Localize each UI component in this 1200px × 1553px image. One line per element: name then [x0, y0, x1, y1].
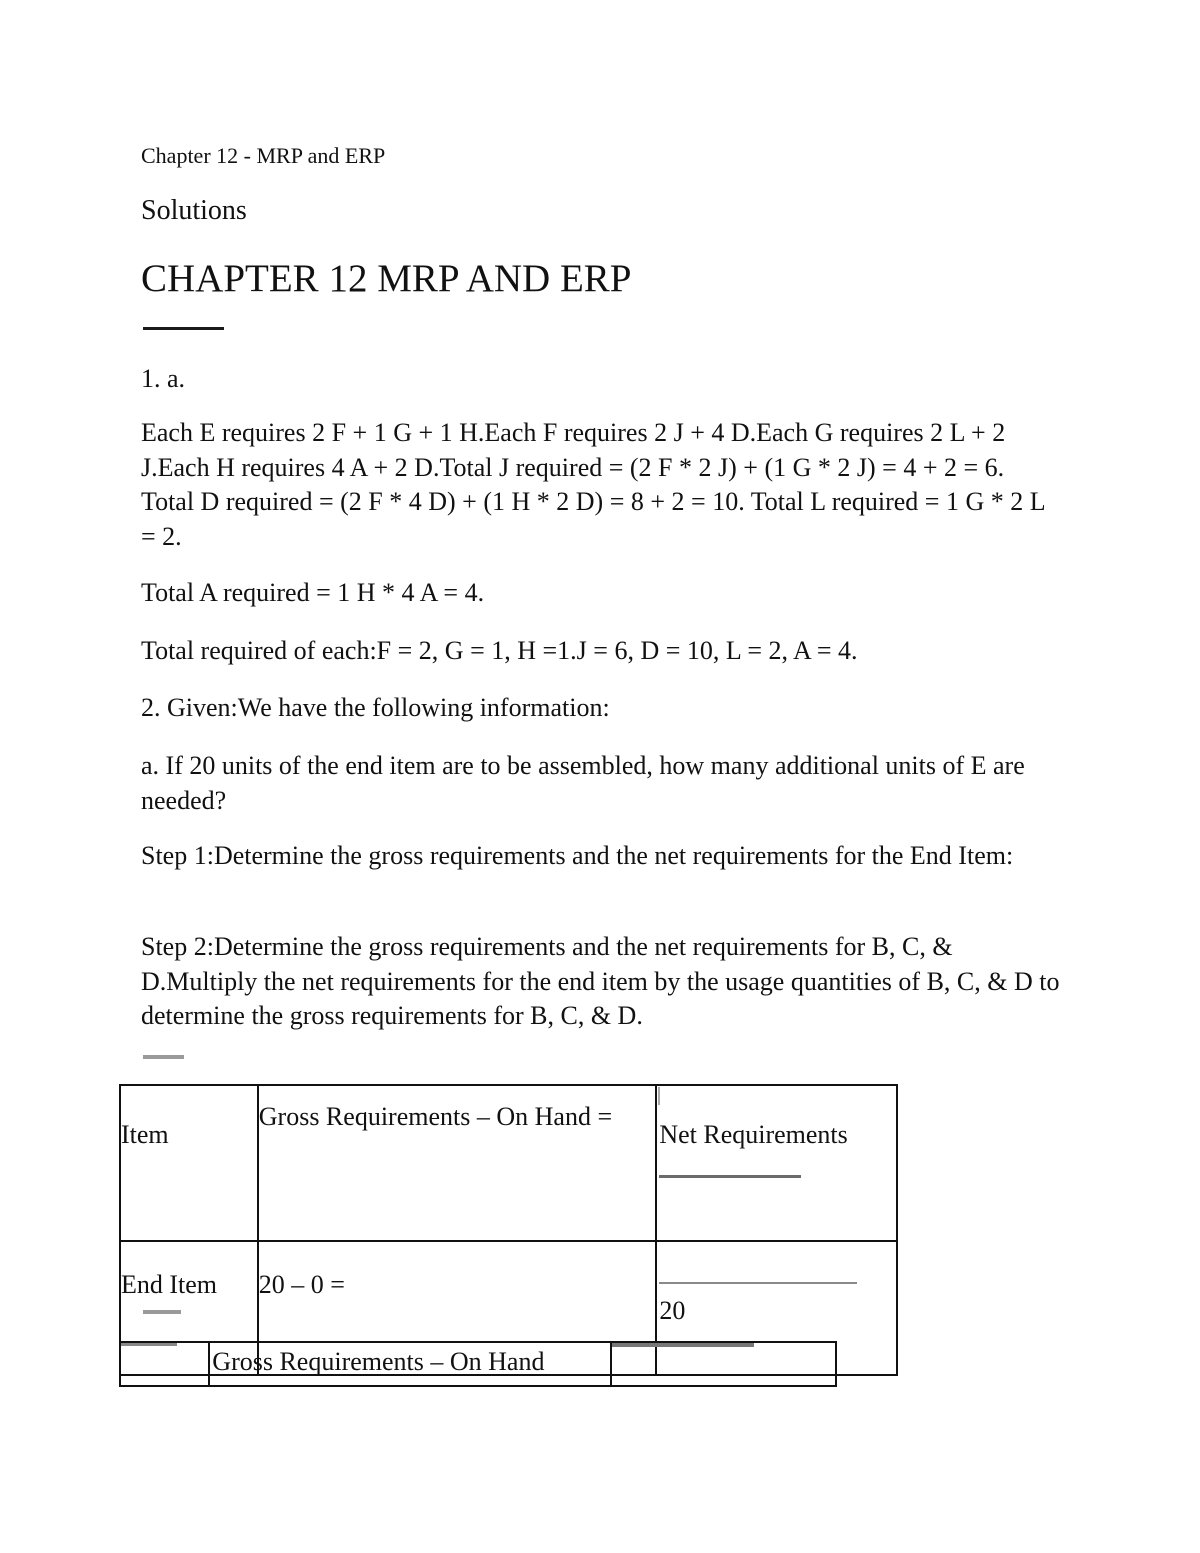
running-head: Chapter 12 - MRP and ERP — [141, 143, 386, 168]
problem-2-question-a: a. If 20 units of the end item are to be assembled, how many additional units of E are needed? — [141, 751, 1025, 815]
header-item-empty — [120, 1342, 209, 1386]
stray-rule — [121, 1343, 177, 1346]
header-item: Item — [120, 1085, 258, 1241]
header-net-requirements: Net Requirements — [659, 1120, 848, 1149]
header-net-requirements-cell — [656, 1085, 897, 1241]
end-item-requirements-table — [119, 1084, 898, 1376]
header-gross-requirements: Gross Requirements – On Hand = — [258, 1085, 657, 1241]
table-header-row — [120, 1342, 836, 1386]
chapter-title: CHAPTER 12 MRP AND ERP — [141, 257, 632, 300]
problem-1-total-a: Total A required = 1 H * 4 A = 4. — [141, 578, 485, 607]
section-heading: Solutions — [141, 195, 247, 226]
title-underline — [143, 327, 224, 330]
stray-rule — [143, 1310, 181, 1314]
problem-2-given: 2. Given:We have the following information: — [141, 693, 610, 722]
stray-mark — [658, 1087, 660, 1105]
step-2-text: Step 2:Determine the gross requirements and the net requirements for B, C, & D.Multiply the net requirements for the end item by the usage quantities of B, C, & D to determine the gross requirements for B, C, & D. — [141, 932, 1060, 1030]
problem-1-label: 1. a. — [141, 364, 186, 393]
problem-1-totals: Total required of each:F = 2, G = 1, H =1.J = 6, D = 10, L = 2, A = 4. — [141, 636, 858, 665]
problem-1-body: Each E requires 2 F + 1 G + 1 H.Each F requires 2 J + 4 D.Each G requires 2 L + 2 J.Each H requires 4 A + 2 D.Total J required = (2 F * 2 J) + (1 G * 2 J) = 4 + 2 = 6. Total D required = (2 F * 4 D) + (1 H * 2 D) = 8 + 2 = 10. Total L required = 1 G * 2 L = 2. — [141, 418, 1045, 551]
row-net-requirement: 20 — [659, 1296, 686, 1325]
section-divider — [143, 1055, 184, 1059]
net-requirements-underline — [659, 1175, 801, 1178]
step-1-text: Step 1:Determine the gross requirements and the net requirements for the End Item: — [141, 841, 1014, 870]
header-net-empty — [611, 1342, 836, 1386]
row-item: End Item — [120, 1241, 258, 1375]
stray-rule — [612, 1343, 754, 1347]
components-requirements-table — [119, 1341, 837, 1387]
table-header-row — [120, 1085, 897, 1241]
header-gross-requirements: Gross Requirements – On Hand — [209, 1342, 610, 1386]
net-value-rule — [659, 1282, 857, 1284]
row-gross-calculation: 20 – 0 = — [258, 1241, 657, 1375]
